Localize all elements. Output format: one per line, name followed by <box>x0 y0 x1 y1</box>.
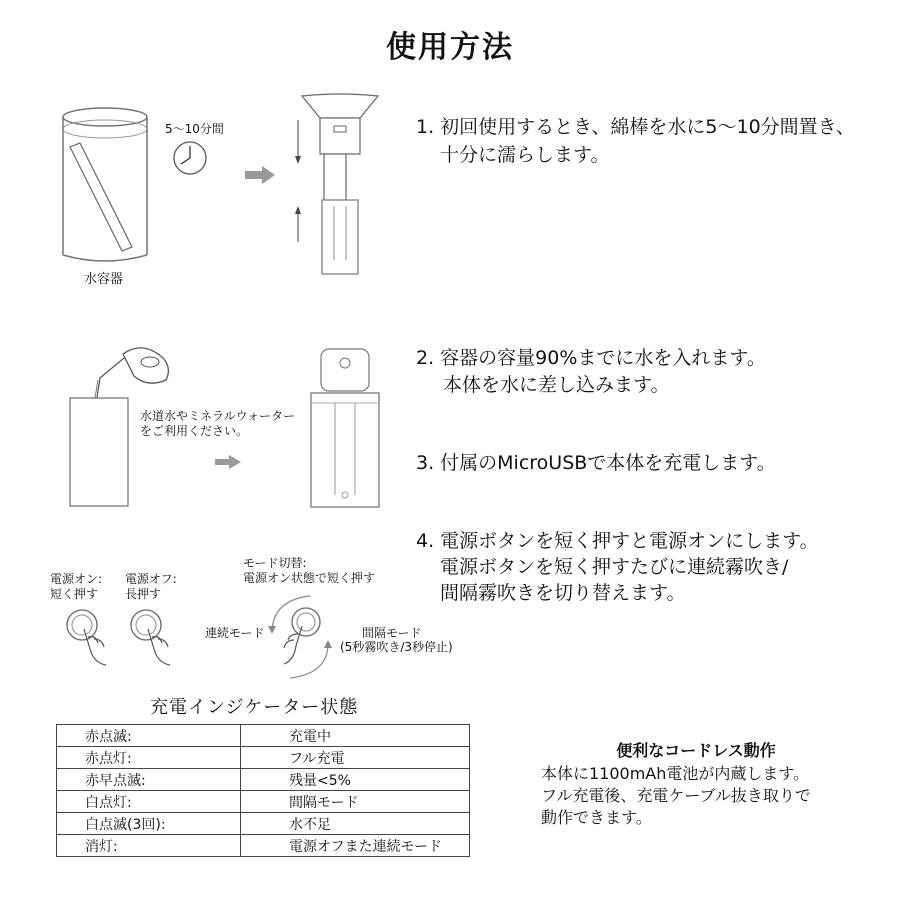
indicator-state: 赤早点滅: <box>57 769 241 791</box>
mode-switch-label-2: 電源オン状態で短く押す <box>243 571 376 585</box>
indicator-state: 白点滅(3回): <box>57 813 241 835</box>
table-row <box>57 725 470 747</box>
power-off-label-1: 電源オフ: <box>125 572 177 586</box>
step-3-line-1: 3. 付属のMicroUSBで本体を充電します。 <box>416 452 776 474</box>
device-in-container-illustration <box>305 345 385 510</box>
water-label-line-1: 水道水やミネラルウォーター <box>140 409 296 423</box>
right-arrow-icon <box>245 166 275 184</box>
indicator-state: 白点灯: <box>57 791 241 813</box>
indicator-desc: 水不足 <box>241 813 470 835</box>
table-row <box>57 835 470 857</box>
cordless-line-1: 本体に1100mAh電池が内蔵します。 <box>541 764 810 783</box>
indicator-desc: 充電中 <box>241 725 470 747</box>
continuous-mode-label: 連続モード <box>205 626 265 640</box>
indicator-table <box>56 724 470 857</box>
cordless-title: 便利なコードレス動作 <box>616 741 776 760</box>
mode-switch-label-1: モード切替: <box>243 556 307 570</box>
step-4-line-2: 電源ボタンを短く押すたびに連続霧吹き/ <box>440 556 789 578</box>
indicator-desc: フル充電 <box>241 747 470 769</box>
device-assembly-illustration <box>290 90 390 280</box>
indicator-desc: 間隔モード <box>241 791 470 813</box>
indicator-desc: 残量<5% <box>241 769 470 791</box>
indicator-state: 消灯: <box>57 835 241 857</box>
step-1-line-2: 十分に濡らします。 <box>440 144 610 166</box>
table-row <box>57 813 470 835</box>
right-arrow-icon-2 <box>215 455 241 469</box>
water-container-illustration <box>60 105 150 275</box>
indicator-table-title: 充電インジケーター状態 <box>150 697 359 718</box>
power-on-label-2: 短く押す <box>50 587 99 601</box>
water-label-line-2: をご利用ください。 <box>140 424 249 438</box>
table-row <box>57 747 470 769</box>
step-1-line-1: 1. 初回使用するとき、綿棒を水に5〜10分間置き、 <box>416 116 855 138</box>
cordless-line-3: 動作できます。 <box>541 808 652 827</box>
clock-icon <box>172 140 208 176</box>
mode-cycle-illustration <box>262 590 342 682</box>
interval-mode-label-2: (5秒霧吹き/3秒停止) <box>340 640 453 654</box>
interval-mode-label-1: 間隔モード <box>362 626 422 640</box>
cordless-line-2: フル充電後、充電ケーブル抜き取りで <box>541 786 811 805</box>
page-title: 使用方法 <box>386 30 514 65</box>
long-press-hand-icon <box>128 607 178 667</box>
container-label: 水容器 <box>84 272 124 287</box>
indicator-state: 赤点滅: <box>57 725 241 747</box>
step-4-line-1: 4. 電源ボタンを短く押すと電源オンにします。 <box>416 530 819 552</box>
soak-time-label: 5〜10分間 <box>165 122 224 136</box>
step-2-line-2: 本体を水に差し込みます。 <box>443 374 670 396</box>
power-on-label-1: 電源オン: <box>50 572 103 586</box>
table-row <box>57 791 470 813</box>
power-off-label-2: 長押す <box>125 587 162 601</box>
indicator-desc: 電源オフまた連続モード <box>241 835 470 857</box>
step-4-line-3: 間隔霧吹きを切り替えます。 <box>440 582 686 604</box>
table-row <box>57 769 470 791</box>
press-button-hand-icon <box>64 607 114 667</box>
indicator-state: 赤点灯: <box>57 747 241 769</box>
step-2-line-1: 2. 容器の容量90%までに水を入れます。 <box>416 347 766 369</box>
